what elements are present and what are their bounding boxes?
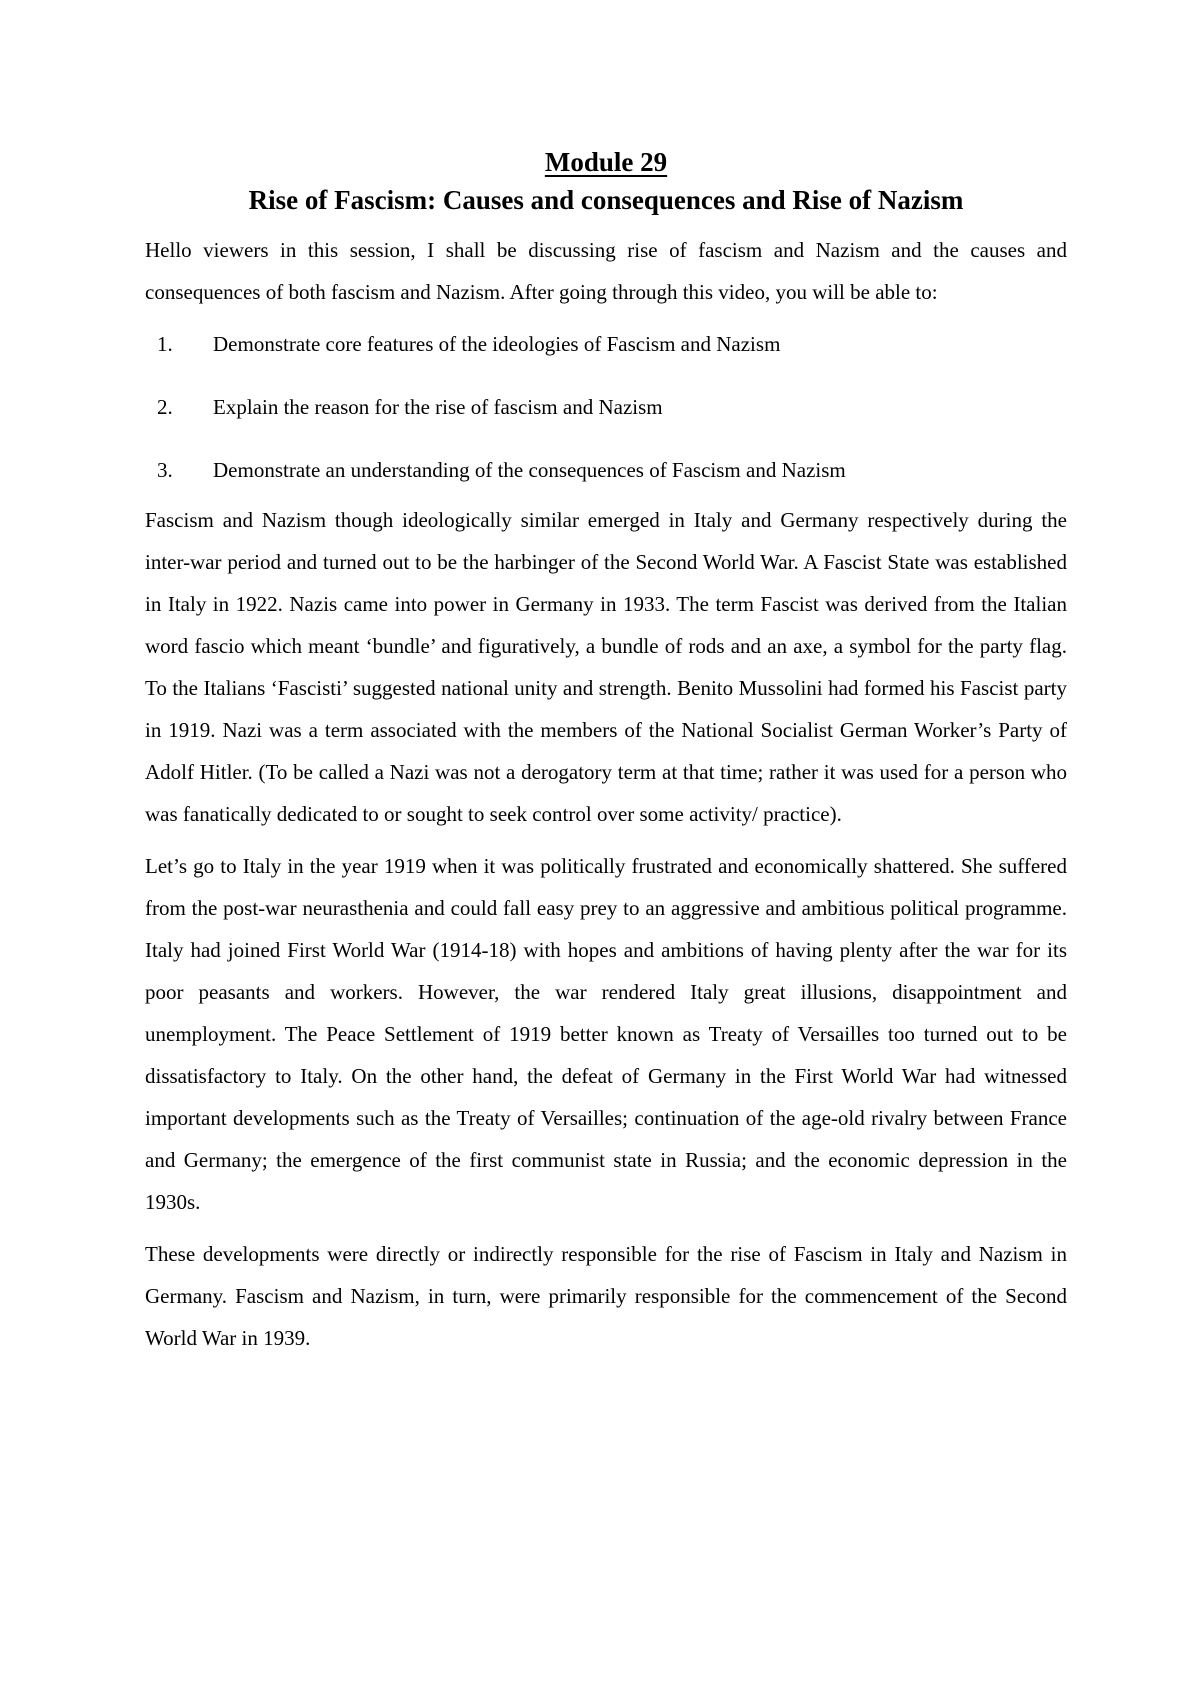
- intro-paragraph: Hello viewers in this session, I shall be discussing rise of fascism and Nazism and the causes and consequences of both fascism and Nazism. After going through this video, you will be able to:: [145, 238, 1067, 304]
- objectives-list: [145, 323, 1067, 491]
- list-text: Demonstrate core features of the ideologies of Fascism and Nazism: [213, 332, 781, 356]
- module-number: Module 29: [544, 147, 668, 177]
- document-page: [145, 145, 1067, 1369]
- list-number: 3.: [157, 458, 173, 482]
- body-paragraph: Let’s go to Italy in the year 1919 when it was politically frustrated and economically shattered. She suffered from the post-war neurasthenia and could fall easy prey to an aggressive and ambitious political programme. Italy had joined First World War (1914-18) with hopes and ambitions of having plenty after the war for its poor peasants and workers. However, the war rendered Italy great illusions, disappointment and unemployment. The Peace Settlement of 1919 better known as Treaty of Versailles too turned out to be dissatisfactory to Italy. On the other hand, the defeat of Germany in the First World War had witnessed important developments such as the Treaty of Versailles; continuation of the age-old rivalry between France and Germany; the emergence of the first communist state in Russia; and the economic depression in the 1930s.: [145, 854, 1067, 1214]
- list-number: 2.: [157, 395, 173, 419]
- list-item: [145, 386, 1067, 428]
- list-number: 1.: [157, 332, 173, 356]
- body-paragraph: Fascism and Nazism though ideologically similar emerged in Italy and Germany respectively during the inter-war period and turned out to be the harbinger of the Second World War. A Fascist State was established in Italy in 1922. Nazis came into power in Germany in 1933. The term Fascist was derived from the Italian word fascio which meant ‘bundle’ and figuratively, a bundle of rods and an axe, a symbol for the party flag. To the Italians ‘Fascisti’ suggested national unity and strength. Benito Mussolini had formed his Fascist party in 1919. Nazi was a term associated with the members of the National Socialist German Worker’s Party of Adolf Hitler. (To be called a Nazi was not a derogatory term at that time; rather it was used for a person who was fanatically dedicated to or sought to seek control over some activity/ practice).: [145, 508, 1067, 826]
- list-text: Demonstrate an understanding of the consequences of Fascism and Nazism: [213, 458, 846, 482]
- list-text: Explain the reason for the rise of fascism and Nazism: [213, 395, 663, 419]
- list-item: [145, 323, 1067, 365]
- list-item: [145, 449, 1067, 491]
- document-title: Rise of Fascism: Causes and consequences and Rise of Nazism: [248, 185, 964, 215]
- body-paragraph: These developments were directly or indirectly responsible for the rise of Fascism in Italy and Nazism in Germany. Fascism and Nazism, in turn, were primarily responsible for the commencement of the Second World War in 1939.: [145, 1242, 1067, 1350]
